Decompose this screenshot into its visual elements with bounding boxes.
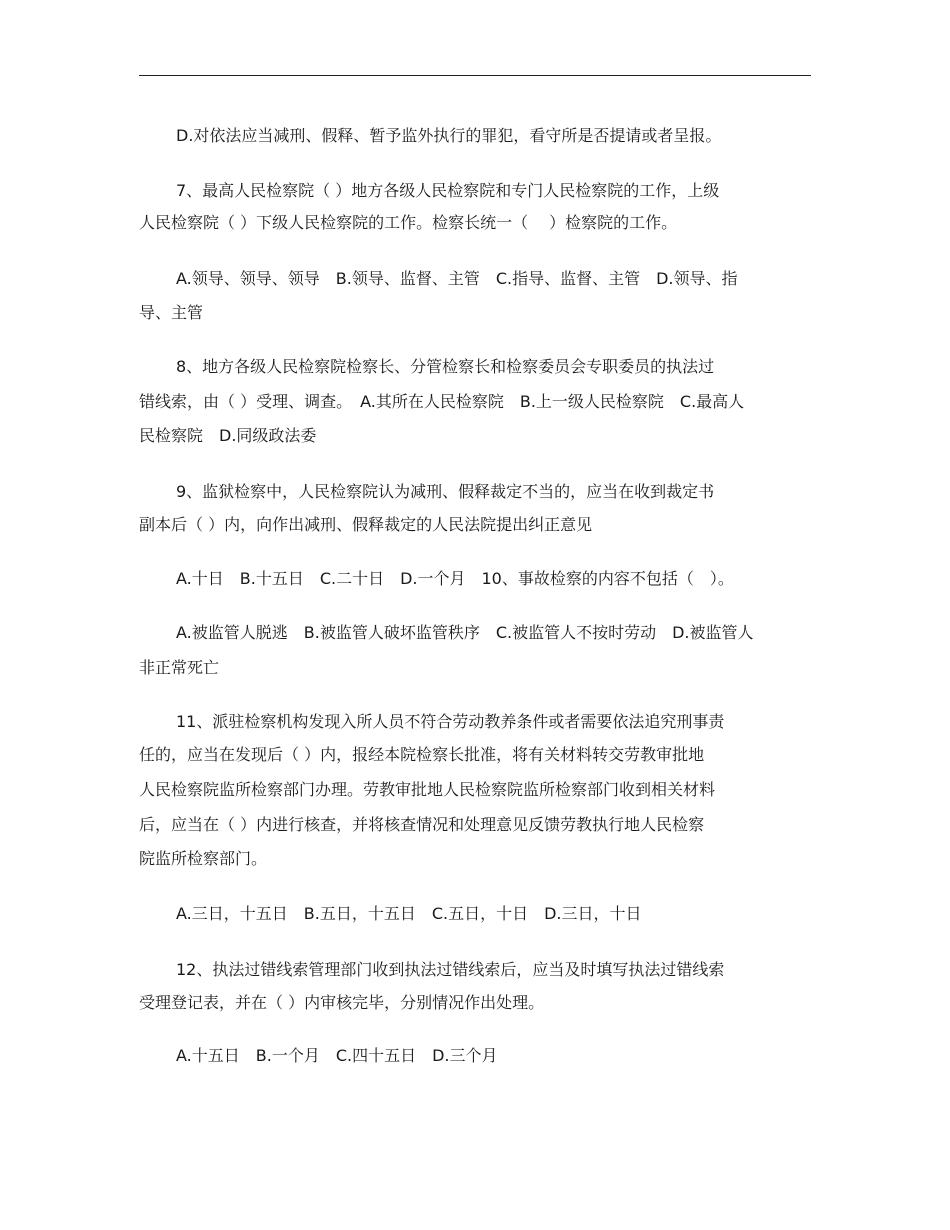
question-11-options: A.三日，十五日 B.五日，十五日 C.五日，十日 D.三日，十日 — [176, 904, 642, 923]
question-11-line-2: 任的，应当在发现后（ ）内，报经本院检察长批准，将有关材料转交劳教审批地 — [139, 745, 705, 764]
question-8-line-1: 8、地方各级人民检察院检察长、分管检察长和检察委员会专职委员的执法过 — [176, 357, 715, 376]
question-8-line-3: 民检察院 D.同级政法委 — [139, 426, 317, 445]
question-9-line-2: 副本后（ ）内，向作出减刑、假释裁定的人民法院提出纠正意见 — [139, 515, 593, 534]
question-7-options-line-1: A.领导、领导、领导 B.领导、监督、主管 C.指导、监督、主管 D.领导、指 — [176, 269, 738, 288]
option-line-d: D.对依法应当减刑、假释、暂予监外执行的罪犯，看守所是否提请或者呈报。 — [176, 126, 722, 145]
question-11-line-3: 人民检察院监所检察部门办理。劳教审批地人民检察院监所检察部门收到相关材料 — [139, 780, 716, 799]
question-11-line-1: 11、派驻检察机构发现入所人员不符合劳动教养条件或者需要依法追究刑事责 — [176, 712, 725, 731]
question-12-line-1: 12、执法过错线索管理部门收到执法过错线索后，应当及时填写执法过错线索 — [176, 960, 725, 979]
header-rule — [139, 75, 811, 76]
question-9-options-and-question-10: A.十日 B.十五日 C.二十日 D.一个月 10、事故检察的内容不包括（ ）。 — [176, 569, 734, 588]
question-10-options-line-2: 非正常死亡 — [139, 658, 220, 677]
question-12-line-2: 受理登记表，并在（ ）内审核完毕，分别情况作出处理。 — [139, 993, 545, 1012]
question-10-options-line-1: A.被监管人脱逃 B.被监管人破坏监管秩序 C.被监管人不按时劳动 D.被监管人 — [176, 623, 754, 642]
question-7-line-2: 人民检察院（ ）下级人民检察院的工作。检察长统一（ ）检察院的工作。 — [139, 213, 678, 232]
question-12-options: A.十五日 B.一个月 C.四十五日 D.三个月 — [176, 1046, 498, 1065]
question-8-line-2: 错线索，由（ ）受理、调查。 A.其所在人民检察院 B.上一级人民检察院 C.最高人 — [139, 392, 745, 411]
question-9-line-1: 9、监狱检察中，人民检察院认为减刑、假释裁定不当的，应当在收到裁定书 — [176, 482, 715, 501]
question-11-line-5: 院监所检察部门。 — [139, 849, 268, 868]
question-11-line-4: 后，应当在（ ）内进行核查，并将核查情况和处理意见反馈劳教执行地人民检察 — [139, 815, 705, 834]
question-7-line-1: 7、最高人民检察院（ ）地方各级人民检察院和专门人民检察院的工作，上级 — [176, 181, 720, 200]
question-7-options-line-2: 导、主管 — [139, 303, 204, 322]
